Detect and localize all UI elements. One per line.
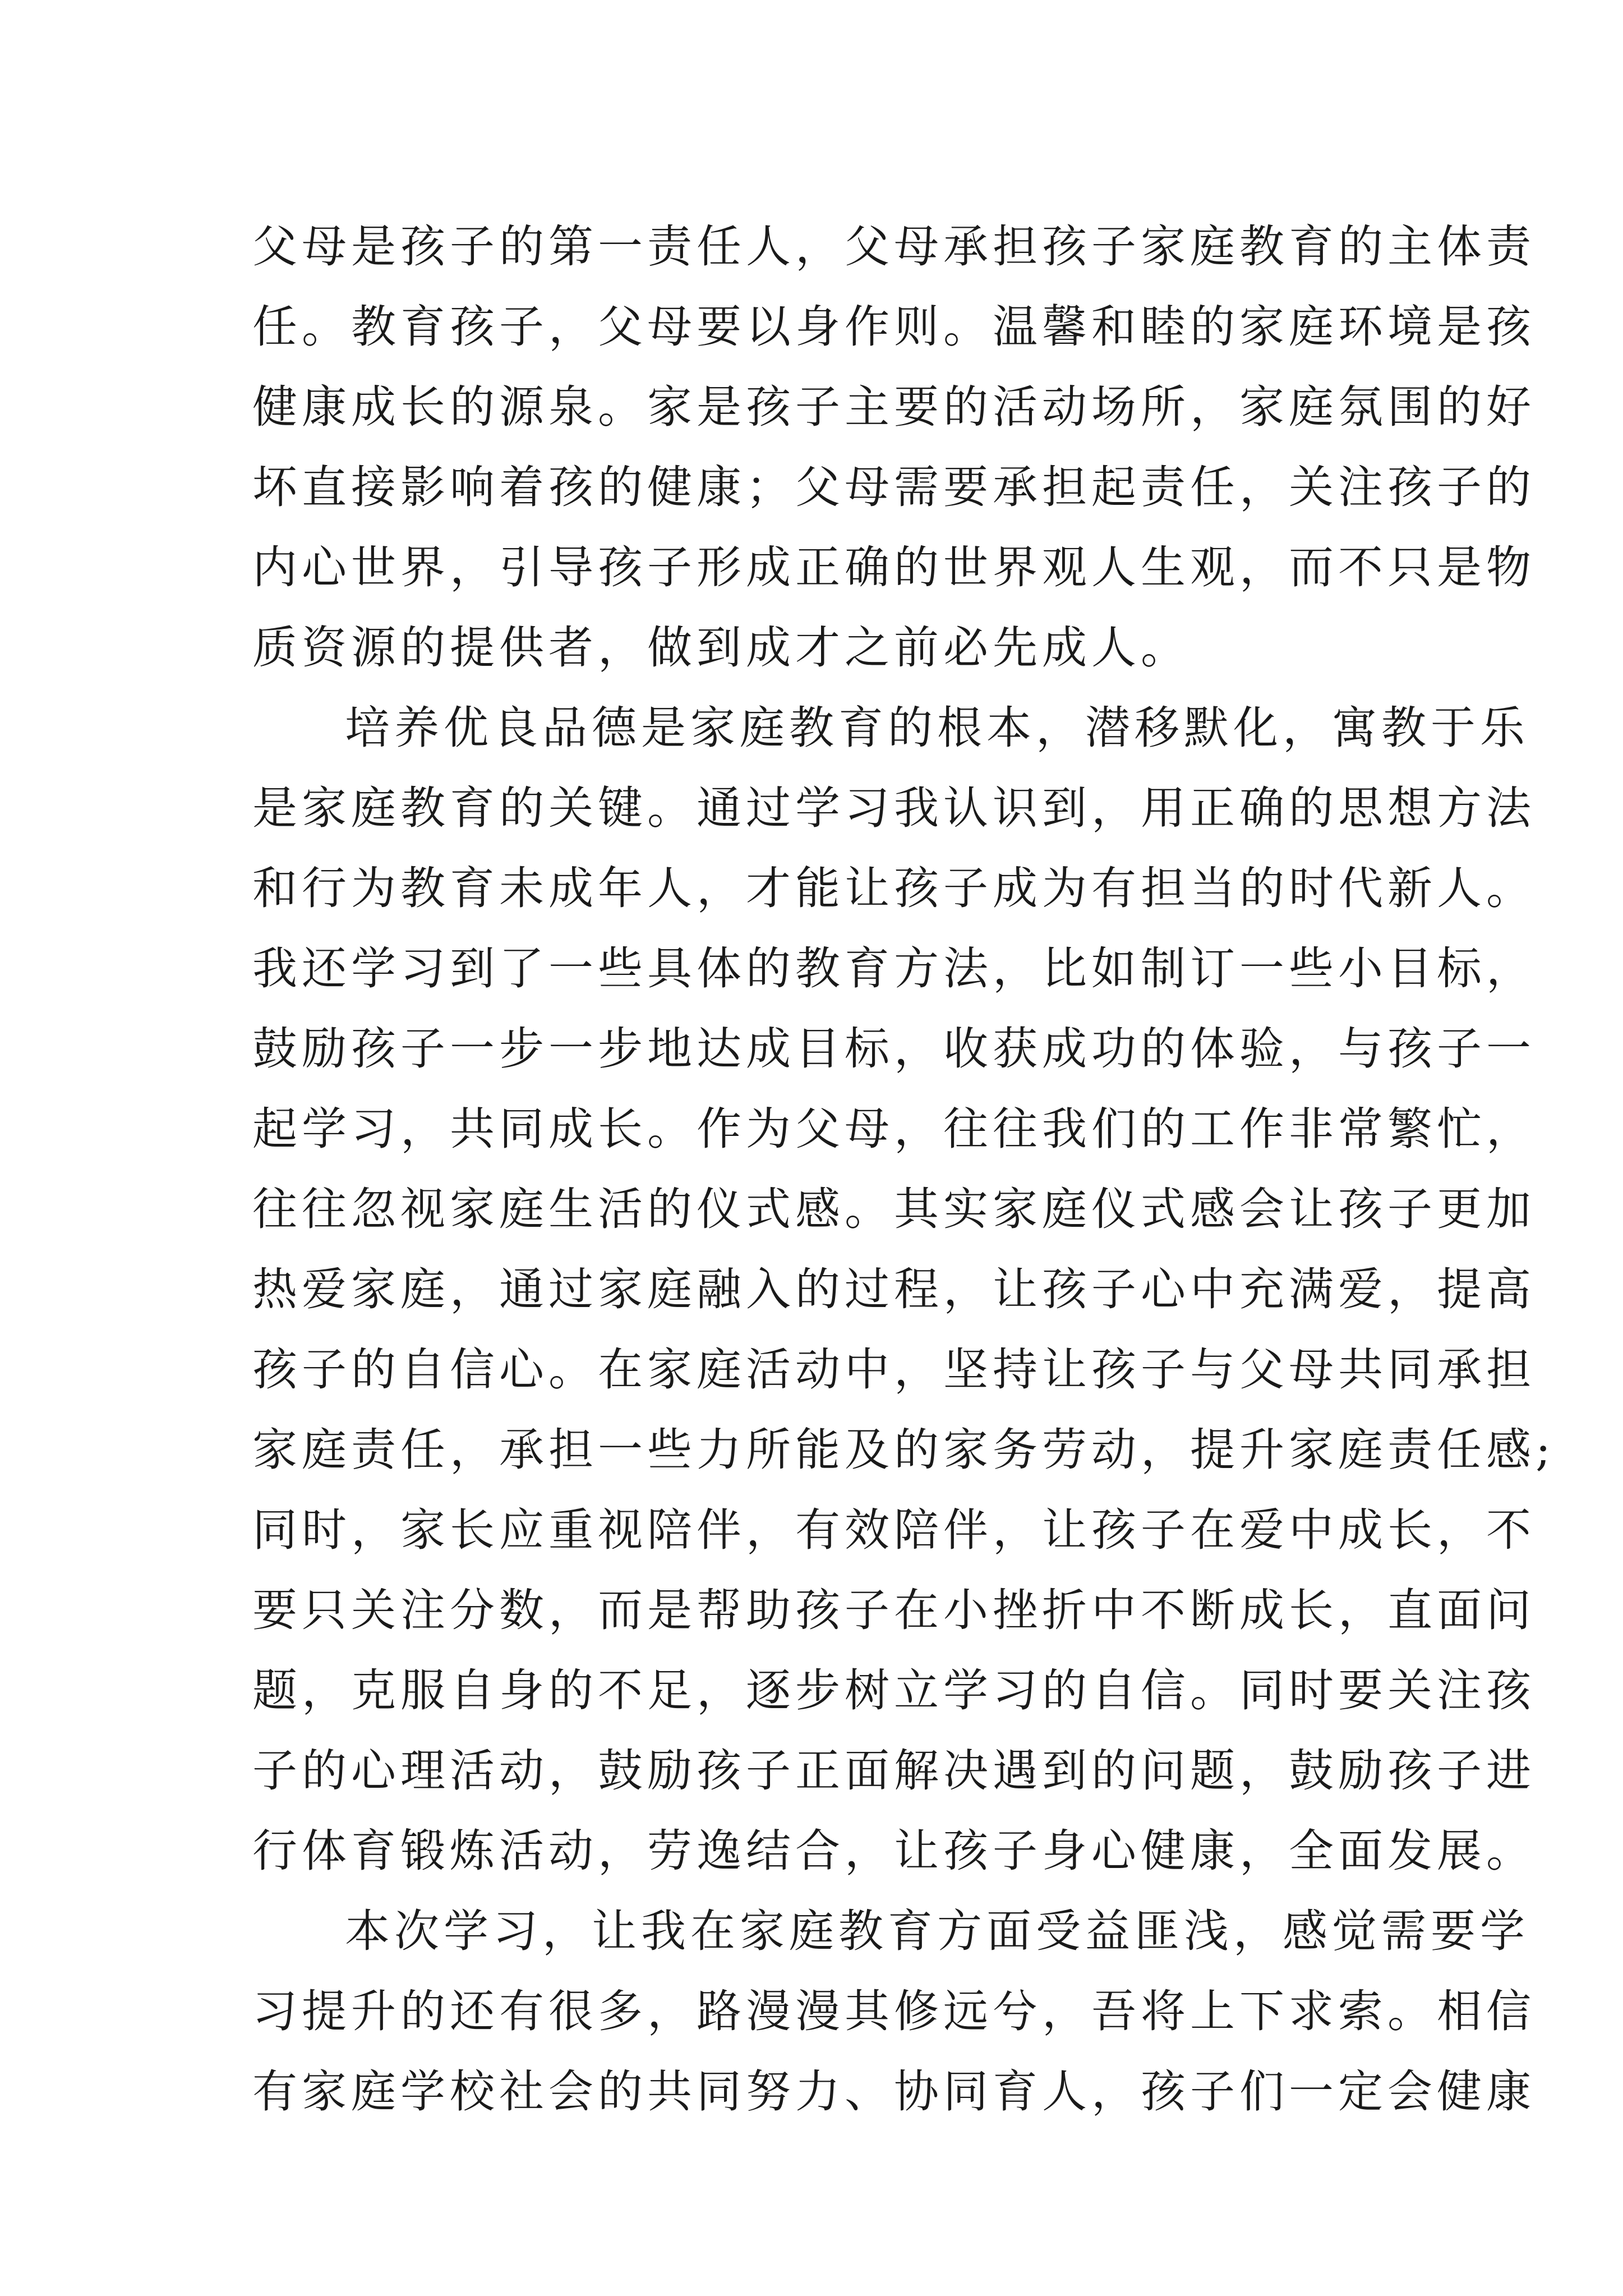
text-line: 热爱家庭，通过家庭融入的过程，让孩子心中充满爱，提高: [252, 1263, 1536, 1315]
text-line: 孩子的自信心。在家庭活动中，坚持让孩子与父母共同承担: [252, 1343, 1536, 1396]
text-line: 健康成长的源泉。家是孩子主要的活动场所，家庭氛围的好: [252, 381, 1536, 433]
text-line: 内心世界，引导孩子形成正确的世界观人生观，而不只是物: [252, 541, 1536, 593]
text-line: 坏直接影响着孩的健康；父母需要承担起责任，关注孩子的: [252, 461, 1536, 513]
text-line: 往往忽视家庭生活的仪式感。其实家庭仪式感会让孩子更加: [252, 1183, 1536, 1235]
text-line: 行体育锻炼活动，劳逸结合，让孩子身心健康，全面发展。: [252, 1825, 1536, 1877]
text-line: 质资源的提供者，做到成才之前必先成人。: [252, 622, 1190, 674]
text-line: 我还学习到了一些具体的教育方法，比如制订一些小目标，: [252, 942, 1536, 995]
paragraph-first-line: 本次学习，让我在家庭教育方面受益匪浅，感觉需要学: [345, 1905, 1529, 1957]
text-line: 子的心理活动，鼓励孩子正面解决遇到的问题，鼓励孩子进: [252, 1745, 1536, 1797]
text-line: 习提升的还有很多，路漫漫其修远兮，吾将上下求索。相信: [252, 1985, 1536, 2037]
text-line: 家庭责任，承担一些力所能及的家务劳动，提升家庭责任感;: [252, 1424, 1555, 1476]
text-line: 父母是孩子的第一责任人，父母承担孩子家庭教育的主体责: [252, 220, 1536, 273]
text-line: 任。教育孩子，父母要以身作则。温馨和睦的家庭环境是孩: [252, 301, 1536, 353]
text-line: 起学习，共同成长。作为父母，往往我们的工作非常繁忙，: [252, 1103, 1536, 1155]
text-line: 要只关注分数，而是帮助孩子在小挫折中不断成长，直面问: [252, 1584, 1536, 1636]
body-text: [252, 206, 1555, 2132]
text-line: 是家庭教育的关键。通过学习我认识到，用正确的思想方法: [252, 782, 1536, 834]
text-line: 和行为教育未成年人，才能让孩子成为有担当的时代新人。: [252, 862, 1536, 914]
text-line: 同时，家长应重视陪伴，有效陪伴，让孩子在爱中成长，不: [252, 1504, 1536, 1556]
paragraph-first-line: 培养优良品德是家庭教育的根本，潜移默化，寓教于乐: [345, 702, 1529, 754]
text-line: 鼓励孩子一步一步地达成目标，收获成功的体验，与孩子一: [252, 1023, 1536, 1075]
text-line: 有家庭学校社会的共同努力、协同育人，孩子们一定会健康: [252, 2065, 1536, 2118]
text-line: 题，克服自身的不足，逐步树立学习的自信。同时要关注孩: [252, 1664, 1536, 1717]
